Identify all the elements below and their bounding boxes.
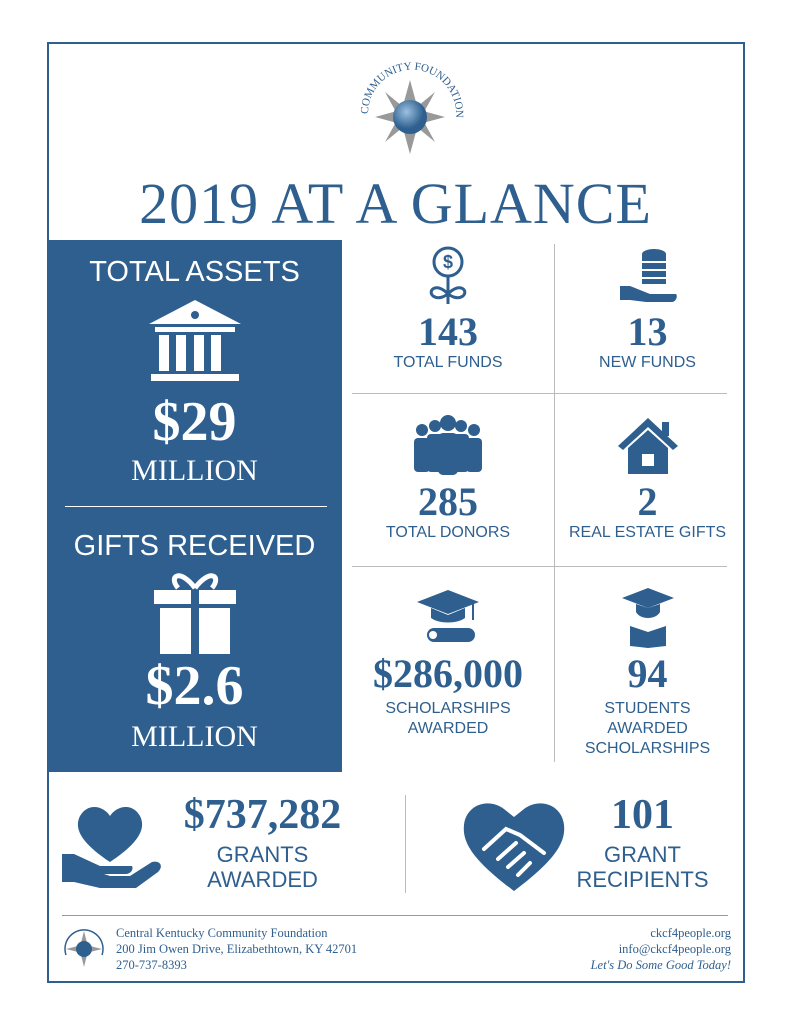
stat-real-estate-gifts [555, 414, 740, 543]
svg-text:COMMUNITY FOUNDATION: COMMUNITY FOUNDATION [358, 60, 466, 118]
money-plant-icon [423, 246, 473, 306]
footer-logo [60, 925, 108, 976]
footer-phone: 270-737-8393 [116, 958, 187, 972]
stat-value: 285 [418, 479, 478, 524]
stat-label: STUDENTS AWARDED SCHOLARSHIPS [584, 700, 711, 757]
divider [352, 566, 727, 567]
stat-label: TOTAL FUNDS [393, 354, 503, 371]
stat-label: GRANT RECIPIENTS [576, 842, 709, 892]
graduation-cap-diploma-icon [413, 586, 483, 648]
footer-tagline: Let's Do Some Good Today! [590, 958, 731, 972]
stat-value: 101 [611, 792, 674, 838]
gift-icon [47, 568, 342, 661]
heart-hand-icon [60, 792, 165, 897]
student-reading-icon [618, 586, 678, 648]
bank-icon [47, 298, 342, 393]
stat-value: $286,000 [373, 651, 523, 696]
total-assets-unit: MILLION [131, 454, 258, 487]
stat-value: 13 [627, 309, 668, 354]
divider [352, 393, 727, 394]
stat-students-awarded [555, 586, 740, 759]
gifts-received-heading: GIFTS RECEIVED [73, 530, 316, 562]
coins-hand-icon [616, 246, 680, 306]
stat-value: 143 [418, 309, 478, 354]
footer-links [591, 925, 731, 973]
total-assets-heading: TOTAL ASSETS [89, 256, 300, 288]
stat-value: 2 [637, 479, 658, 524]
bottom-stat-grants [165, 794, 360, 892]
stat-label: TOTAL DONORS [385, 524, 511, 541]
stat-value: 94 [627, 651, 668, 696]
footer-website-link[interactable]: ckcf4people.org [650, 926, 731, 940]
stat-value: $737,282 [183, 792, 342, 838]
gifts-received-unit: MILLION [131, 720, 258, 753]
stat-label: GRANTS AWARDED [207, 842, 318, 892]
footer-divider [62, 915, 728, 916]
gifts-received-value: $2.6 [145, 655, 244, 717]
heart-handshake-icon [458, 795, 570, 900]
stat-label: REAL ESTATE GIFTS [568, 524, 727, 541]
footer-email-link[interactable]: info@ckcf4people.org [618, 942, 731, 956]
total-assets-value: $29 [152, 391, 237, 453]
house-icon [616, 414, 680, 476]
stat-total-donors [342, 414, 554, 543]
people-group-icon [410, 414, 486, 476]
highlights-panel [47, 240, 342, 772]
divider [405, 795, 406, 893]
footer-contact [116, 925, 357, 973]
stat-label: SCHOLARSHIPS AWARDED [385, 700, 511, 737]
bottom-stat-recipients [570, 794, 715, 892]
svg-text:$: $ [442, 252, 454, 272]
stat-scholarships-awarded [342, 586, 554, 739]
stat-total-funds [342, 246, 554, 373]
footer-address: 200 Jim Owen Drive, Elizabethtown, KY 42701 [116, 942, 358, 956]
page-title: 2019 AT A GLANCE [139, 171, 652, 236]
stat-new-funds [555, 246, 740, 373]
logo [350, 52, 470, 167]
footer-org-name: Central Kentucky Community Foundation [116, 926, 328, 940]
divider [65, 506, 327, 507]
stat-label: NEW FUNDS [599, 354, 696, 371]
